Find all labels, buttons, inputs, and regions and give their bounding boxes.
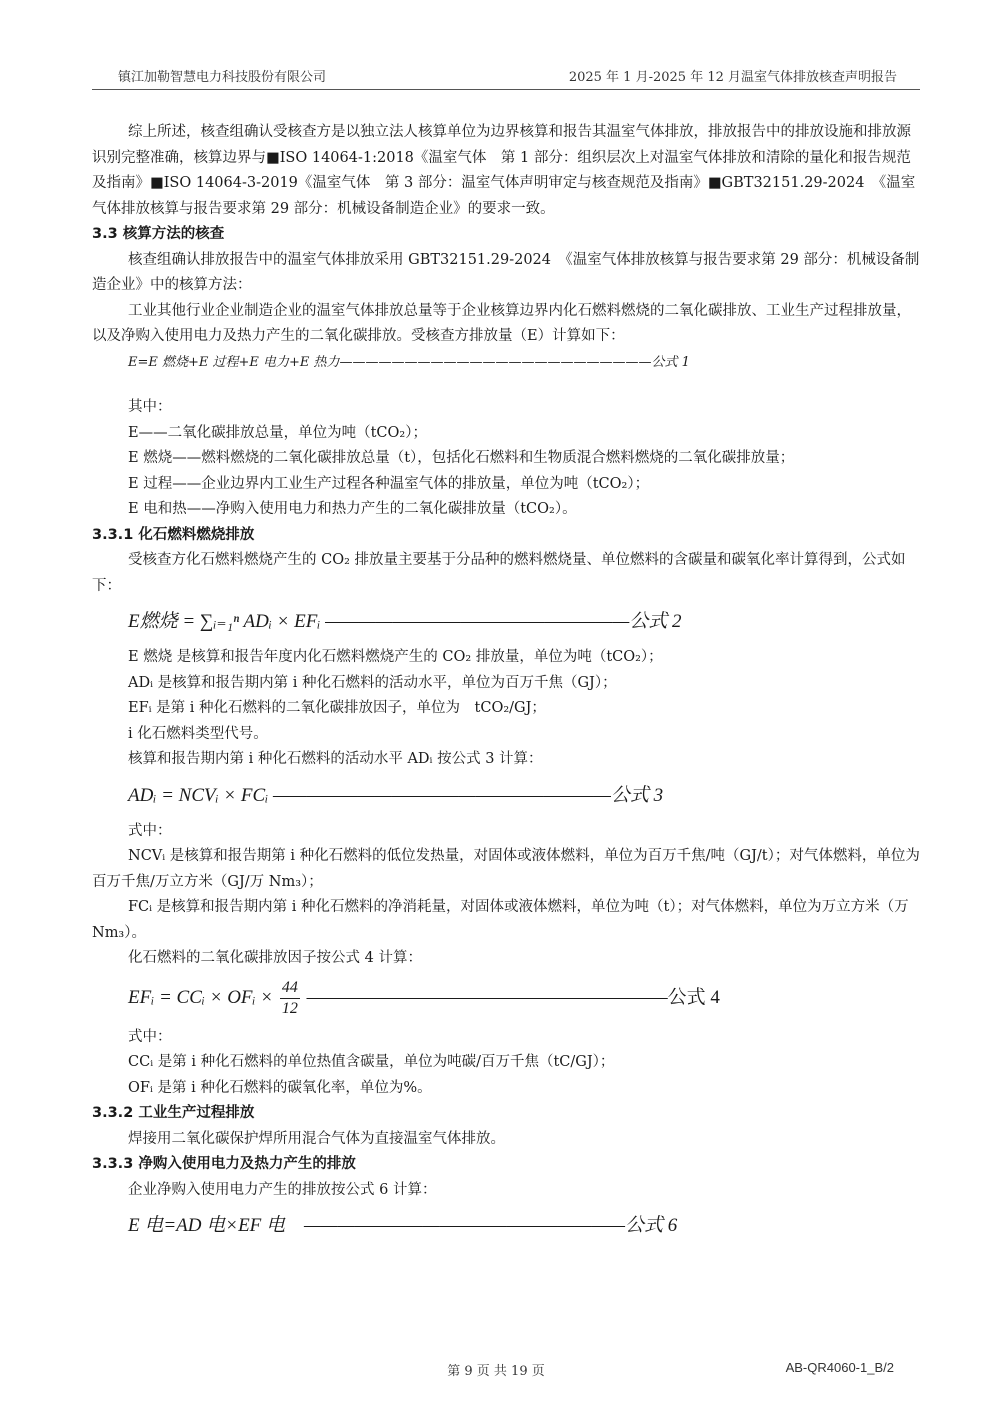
section-3-3-1-paragraph-2: 核算和报告期内第 i 种化石燃料的活动水平 ADᵢ 按公式 3 计算： [128, 751, 543, 767]
definition-e-burn-2: E 燃烧 是核算和报告年度内化石燃料燃烧产生的 CO₂ 排放量，单位为吨（tCO₂）； [128, 649, 663, 665]
where-label-2: 式中： [128, 822, 172, 839]
section-3-3-3-title: 3.3.3 净购入使用电力及热力产生的排放 [92, 1156, 356, 1172]
formula-2: E燃烧 = ∑ᵢ₌₁ⁿ ADᵢ × EFᵢ ——————————————————公式 2 [128, 611, 682, 632]
spacer [92, 375, 920, 395]
section-3-3-1-paragraph-1: 受核查方化石燃料燃烧产生的 CO₂ 排放量主要基于分品种的燃料燃烧量、单位燃料的含碳量和碳氧化率计算得到，公式如下： [92, 552, 906, 594]
formula-4-left: EFᵢ = CCᵢ × OFᵢ × [128, 986, 274, 1008]
page-number: 第 9 页 共 19 页 [447, 1364, 545, 1379]
section-3-3-paragraph-2: 工业其他行业企业制造企业的温室气体排放总量等于企业核算边界内化石燃料燃烧的二氧化碳排放、工业生产过程排放量，以及净购入使用电力及热力产生的二氧化碳排放。受核查方排放量（E）计算如下： [92, 302, 911, 344]
definition-e-process: E 过程——企业边界内工业生产过程各种温室气体的排放量，单位为吨（tCO₂）； [128, 475, 650, 492]
definition-e-elec-heat: E 电和热——净购入使用电力和热力产生的二氧化碳排放量（tCO₂）。 [128, 501, 577, 517]
definition-e: E——二氧化碳排放总量，单位为吨（tCO₂）； [128, 424, 427, 441]
section-3-3-2-paragraph: 焊接用二氧化碳保护焊所用混合气体为直接温室气体排放。 [128, 1130, 505, 1147]
where-label-1: 其中： [128, 399, 172, 415]
formula-4 [92, 978, 920, 1019]
definition-ncv: NCVᵢ 是核算和报告期第 i 种化石燃料的低位发热量，对固体或液体燃料，单位为百万千焦/吨（GJ/t）；对气体燃料，单位为百万千焦/万立方米（GJ/万 Nm₃）； [92, 848, 920, 890]
header-company: 镇江加勒智慧电力科技股份有限公司 [118, 70, 327, 85]
definition-i: i 化石燃料类型代号。 [128, 725, 268, 742]
definition-ef: EFᵢ 是第 i 种化石燃料的二氧化碳排放因子，单位为 tCO₂/GJ； [128, 700, 546, 716]
formula-4-numerator: 44 [280, 978, 300, 999]
formula-6: E 电=AD 电×EF 电 ———————————————————公式 6 [128, 1215, 678, 1236]
document-code: AB-QR4060-1_B/2 [785, 1360, 894, 1375]
section-3-3-1-title: 3.3.1 化石燃料燃烧排放 [92, 526, 255, 543]
definition-fc: FCᵢ 是核算和报告期内第 i 种化石燃料的净消耗量，对固体或液体燃料，单位为吨（t）；对气体燃料，单位为万立方米（万 Nm₃）。 [92, 899, 909, 941]
formula-4-fraction [280, 978, 300, 1019]
definition-e-burn: E 燃烧——燃料燃烧的二氧化碳排放总量（t），包括化石燃料和生物质混合燃料燃烧的二氧化碳排放量； [128, 450, 795, 466]
formula-4-right: ———————————————————公式 4 [306, 986, 720, 1008]
header-divider [92, 89, 920, 90]
intro-paragraph: 综上所述，核查组确认受核查方是以独立法人核算单位为边界核算和报告其温室气体排放，排放报告中的排放设施和排放源识别完整准确，核算边界与■ISO 14064-1:2018《温室气体 第 1 部分：组织层次上对温室气体排放和清除的量化和报告规范及指南》■ISO 14064-3-2019《温室气体 第 3 部分：温室气体声明审定与核查规范及指南》■GBT32151.29-2024 《温室气体排放核算与报告要求第 29 部分：机械设备制造企业》的要求一致。 [92, 124, 916, 217]
definition-ad: ADᵢ 是核算和报告期内第 i 种化石燃料的活动水平，单位为百万千焦（GJ）； [128, 674, 617, 691]
section-3-3-paragraph-1: 核查组确认排放报告中的温室气体排放采用 GBT32151.29-2024 《温室气体排放核算与报告要求第 29 部分：机械设备制造企业》中的核算方法： [92, 251, 920, 293]
header-report-title: 2025 年 1 月-2025 年 12 月温室气体排放核查声明报告 [568, 70, 897, 85]
section-3-3-1-paragraph-3: 化石燃料的二氧化碳排放因子按公式 4 计算： [128, 950, 422, 966]
formula-1: E=E 燃烧+E 过程+E 电力+E 热力————————————————————————公式 1 [128, 354, 690, 370]
section-3-3-title: 3.3 核算方法的核查 [92, 226, 225, 242]
definition-cc: CCᵢ 是第 i 种化石燃料的单位热值含碳量，单位为吨碳/百万千焦（tC/GJ）； [128, 1054, 615, 1070]
formula-3: ADᵢ = NCVᵢ × FCᵢ ————————————————————公式 3 [128, 784, 664, 806]
page-body [92, 120, 920, 1249]
section-3-3-2-title: 3.3.2 工业生产过程排放 [92, 1105, 255, 1121]
section-3-3-3-paragraph: 企业净购入使用电力产生的排放按公式 6 计算： [128, 1181, 437, 1198]
definition-of: OFᵢ 是第 i 种化石燃料的碳氧化率，单位为%。 [128, 1079, 432, 1096]
formula-4-denominator: 12 [281, 999, 298, 1017]
where-label-3: 式中： [128, 1028, 172, 1045]
